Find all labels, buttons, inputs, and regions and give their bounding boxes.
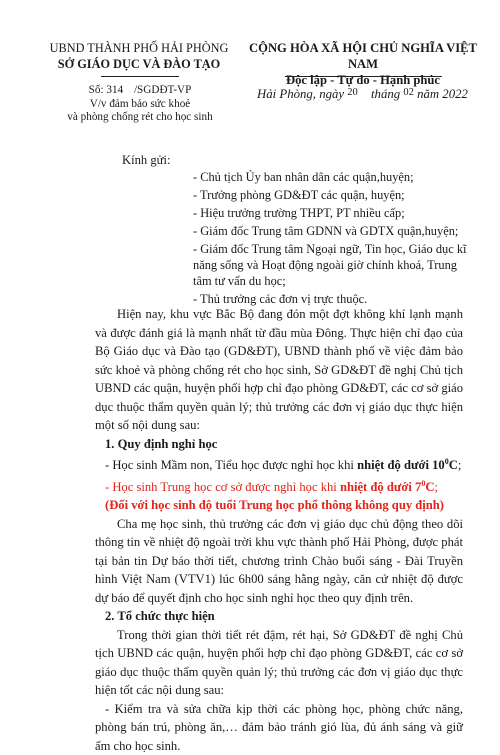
- recipient-item: - Giám đốc Trung tâm Ngoại ngữ, Tin học, Giáo dục kĩ năng sống và Hoạt động ngoài giờ chính khoá, Trung tâm tư vấn du học;: [193, 242, 467, 288]
- rule1-degree: 0: [444, 457, 449, 466]
- date-year: năm 2022: [417, 87, 468, 101]
- recipient-item: - Thủ trưởng các đơn vị trực thuộc.: [193, 292, 368, 306]
- motto-underline: [285, 76, 442, 77]
- rule-preschool-primary: [95, 453, 463, 475]
- rule2-degree: 0: [421, 478, 426, 488]
- implementation-paragraph: Trong thời gian thời tiết rét đậm, rét hại, Sở GD&ĐT đề nghị Chủ tịch UBND các quận, huyện phối hợp chỉ đạo phòng GD&ĐT, các cơ sở giáo dục thuộc thẩm quyền quản lý; thủ trưởng các đơn vị giáo dục thực hiện tốt các nội dung sau:: [95, 627, 463, 698]
- rule1-text: - Học sinh Mầm non, Tiểu học được nghỉ học khi: [105, 458, 358, 473]
- recipient-item: - Trưởng phòng GD&ĐT các quận, huyện;: [193, 188, 405, 202]
- monitoring-paragraph: Cha mẹ học sinh, thủ trưởng các đơn vị giáo dục chủ động theo dõi thông tin về nhiệt độ ngoài trời khu vực thành phố Hải Phòng, được phát tại bản tin Dự báo thời tiết, chương trình Chào buổi sáng - Đài Truyền hình Việt Nam (VTV1) lúc 6h00 sáng hằng ngày, căn cứ nhiệt độ được dự báo để quyết định cho học sinh nghỉ học theo quy định trên.: [95, 516, 463, 605]
- rule1-threshold: nhiệt độ dưới 10: [357, 458, 445, 473]
- doc-number-value: 314: [106, 84, 124, 96]
- rule2-end: ;: [434, 479, 438, 494]
- recipient-item: - Giám đốc Trung tâm GDNN và GDTX quận,huyện;: [193, 224, 459, 238]
- rule2-threshold: nhiệt độ dưới 7: [339, 479, 422, 494]
- issuer-name: SỞ GIÁO DỤC VÀ ĐÀO TẠO: [57, 57, 221, 71]
- doc-number: [40, 84, 240, 98]
- issuer-parent: UBND THÀNH PHỐ HẢI PHÒNG: [49, 41, 229, 55]
- section-2-heading: 2. Tổ chức thực hiện: [105, 609, 215, 624]
- rule-high-school-note: (Đối với học sinh độ tuổi Trung học phổ thông không quy định): [105, 498, 444, 513]
- recipients-list: [193, 169, 478, 309]
- national-motto: Độc lập - Tự do - Hạnh phúc: [286, 73, 440, 87]
- national-title: CỘNG HÒA XÃ HỘI CHỦ NGHĨA VIỆT NAM: [249, 41, 477, 71]
- doc-subject-line1: V/v đảm bảo sức khoẻ: [89, 97, 191, 110]
- classroom-check-paragraph: - Kiểm tra và sửa chữa kịp thời các phòng học, phòng chức năng, phòng bán trú, phòng ăn,… đảm bảo tránh gió lùa, đủ ánh sáng và giữ ấm cho học sinh.: [95, 701, 463, 753]
- rule2-text: - Học sinh Trung học cơ sở được nghỉ học khi: [105, 479, 340, 494]
- date-month: 02: [403, 87, 414, 98]
- issuer-block: [48, 40, 230, 72]
- place-date: [257, 86, 497, 104]
- doc-subject-line2: và phòng chống rét cho học sinh: [67, 111, 213, 123]
- place-date-prefix: Hải Phòng, ngày: [257, 87, 345, 101]
- recipient-item: - Chủ tịch Ủy ban nhân dân các quận,huyện;: [193, 170, 414, 184]
- intro-paragraph: Hiện nay, khu vực Bắc Bộ đang đón một đợt không khí lạnh mạnh và được đánh giá là mạnh nhất từ đầu mùa Đông. Thực hiện chỉ đạo của Bộ Giáo dục và Đào tạo (GD&ĐT), UBND thành phố về việc đảm bảo sức khoẻ và phòng chống rét cho học sinh, Sở GD&ĐT đề nghị Chủ tịch UBND các quận, huyện phối hợp chỉ đạo phòng GD&ĐT, các cơ sở giáo dục thuộc thẩm quyền quản lý; thủ trưởng các đơn vị giáo dục thực hiện một số nội dung sau:: [95, 307, 463, 432]
- rule-secondary: [95, 475, 463, 497]
- rule1-unit: C: [448, 458, 458, 473]
- doc-number-label: Số:: [88, 84, 104, 96]
- date-day: 20: [347, 87, 358, 98]
- section-1-heading: 1. Quy định nghỉ học: [105, 436, 218, 451]
- rule2-unit: C: [425, 479, 435, 494]
- issuer-underline: [101, 76, 179, 77]
- letter-body: [95, 305, 463, 755]
- date-month-label: tháng: [371, 87, 401, 101]
- national-heading: [238, 40, 488, 88]
- doc-code: /SGDĐT-VP: [133, 84, 192, 96]
- doc-reference: [40, 84, 240, 125]
- recipient-item: - Hiệu trưởng trường THPT, PT nhiều cấp;: [193, 206, 405, 220]
- rule1-end: ;: [457, 458, 462, 473]
- recipients-label: Kính gửi:: [122, 153, 171, 167]
